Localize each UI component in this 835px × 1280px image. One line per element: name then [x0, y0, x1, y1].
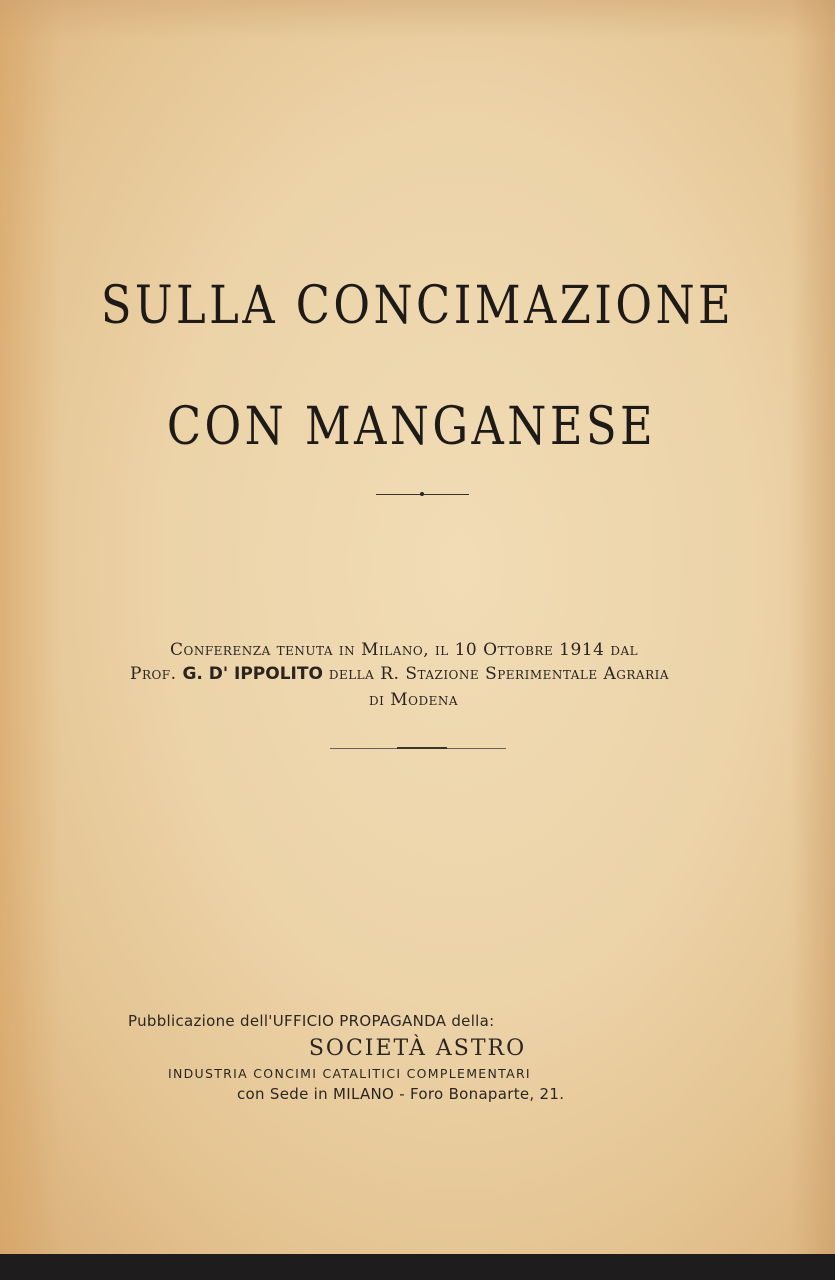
subtitle-line-1: Conferenza tenuta in Milano, il 10 Ottobre 1914 dal — [170, 640, 639, 660]
publisher-intro: Pubblicazione dell'UFFICIO PROPAGANDA della: — [128, 1012, 495, 1030]
subtitle-prefix: Prof. — [130, 664, 177, 684]
page-edge-shading-top — [0, 0, 835, 40]
ornamental-rule-middle-center — [397, 747, 447, 749]
page-edge-shading-right — [790, 0, 835, 1254]
title-line-2: CON MANGANESE — [166, 397, 657, 457]
subtitle-affiliation: della R. Stazione Sperimentale Agraria — [328, 664, 670, 684]
subtitle-line-3: di Modena — [369, 690, 459, 710]
publisher-description: INDUSTRIA CONCIMI CATALITICI COMPLEMENTARI — [168, 1066, 531, 1081]
publisher-address: con Sede in MILANO - Foro Bonaparte, 21. — [237, 1085, 565, 1103]
title-line-1: SULLA CONCIMAZIONE — [100, 276, 735, 336]
author-name: G. D' IPPOLITO — [182, 664, 323, 684]
publisher-name: SOCIETÀ ASTRO — [308, 1036, 527, 1061]
ornamental-rule-dot — [420, 492, 424, 496]
page-edge-shading-left — [0, 0, 60, 1254]
subtitle-line-2 — [130, 664, 669, 684]
